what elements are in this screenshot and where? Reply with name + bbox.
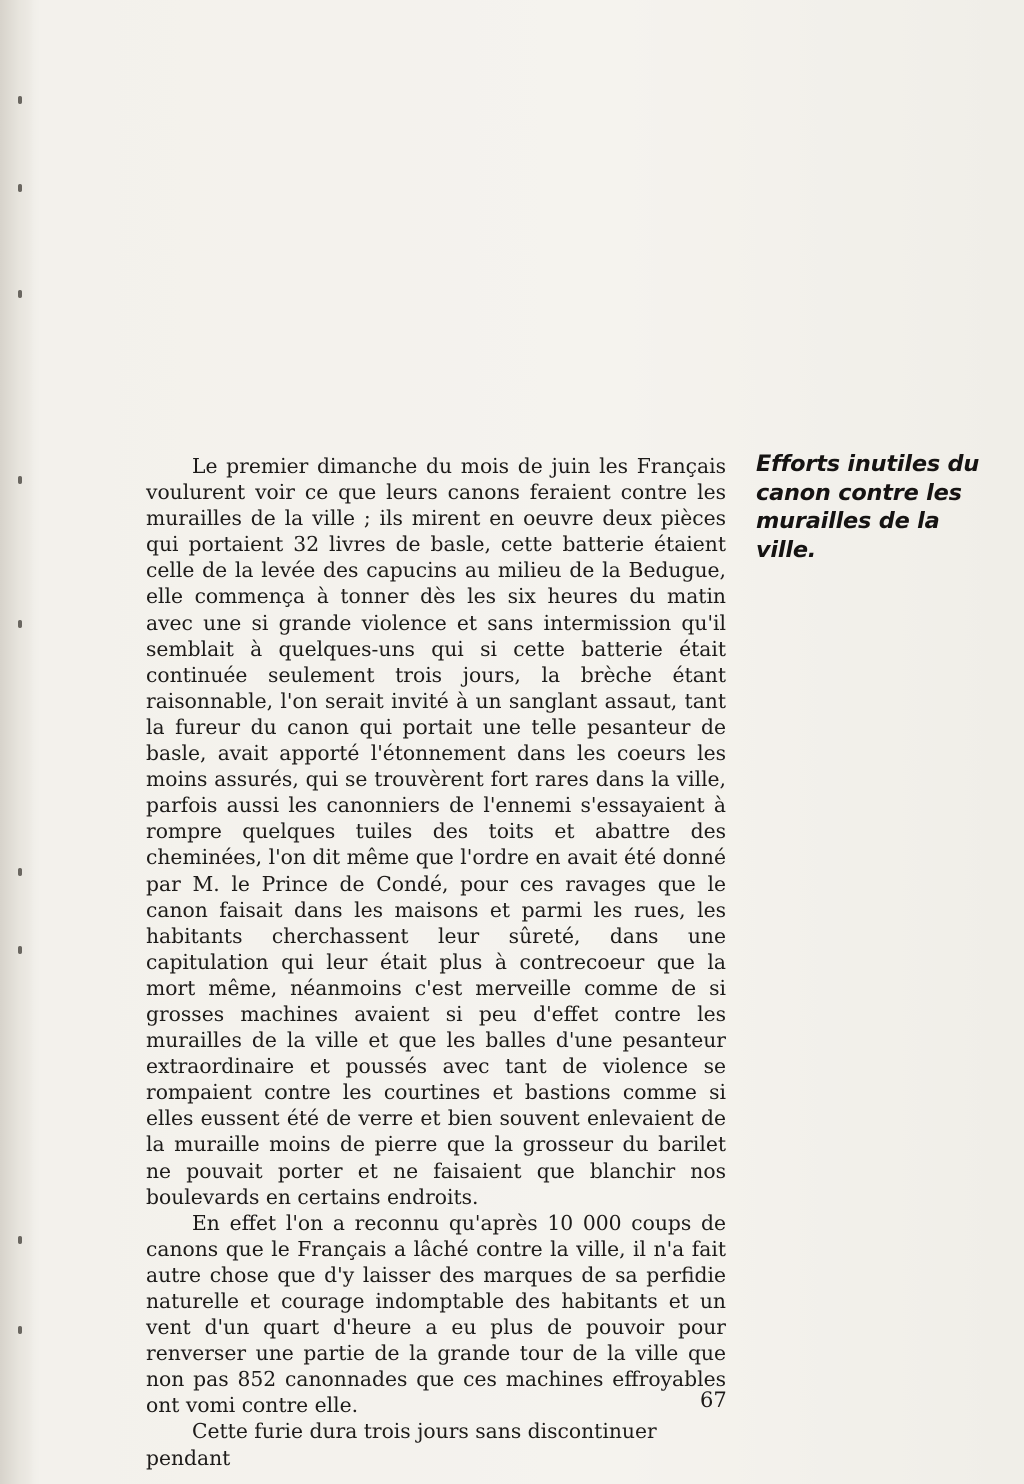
binding-mark [18,96,22,104]
body-paragraph: En effet l'on a reconnu qu'après 10 000 coups de canons que le Français a lâché contre la ville, il n'a fait autre chose que d'y laisser des marques de sa perfidie naturelle et courage indomptable des habitants et un vent d'un quart d'heure a eu plus de pouvoir pour renverser une partie de la grande tour de la ville que non pas 852 canonnades que ces machines effroyables ont vomi contre elle. [146,1210,726,1418]
binding-mark [18,868,22,876]
binding-mark [18,946,22,954]
binding-edge [0,0,34,1484]
binding-mark [18,476,22,484]
binding-mark [18,1236,22,1244]
main-text-column [146,453,726,1471]
margin-heading: Efforts inutiles du canon contre les murailles de la ville. [756,451,980,563]
binding-mark [18,620,22,628]
page-number: 67 [700,1388,727,1412]
binding-mark [18,184,22,192]
body-paragraph: Le premier dimanche du mois de juin les Français voulurent voir ce que leurs canons feraient contre les murailles de la ville ; ils mirent en oeuvre deux pièces qui portaient 32 livres de basle, cette batterie étaient celle de la levée des capucins au milieu de la Bedugue, elle commença à tonner dès les six heures du matin avec une si grande violence et sans intermission qu'il semblait à quelques-uns qui si cette batterie était continuée seulement trois jours, la brèche étant raisonnable, l'on serait invité à un sanglant assaut, tant la fureur du canon qui portait une telle pesanteur de basle, avait apporté l'étonnement dans les coeurs les moins assurés, qui se trouvèrent fort rares dans la ville, parfois aussi les canonniers de l'ennemi s'essayaient à rompre quelques tuiles des toits et abattre des cheminées, l'on dit même que l'ordre en avait été donné par M. le Prince de Condé, pour ces ravages que le canon faisait dans les maisons et parmi les rues, les habitants cherchassent leur sûreté, dans une capitulation qui leur était plus à contrecoeur que la mort même, néanmoins c'est merveille comme de si grosses machines avaient si peu d'effet contre les murailles de la ville et que les balles d'une pesanteur extraordinaire et poussés avec tant de violence se rompaient contre les courtines et bastions comme si elles eussent été de verre et bien souvent enlevaient de la muraille moins de pierre que la grosseur du barilet ne pouvait porter et ne faisaient que blanchir nos boulevards en certains endroits. [146,454,726,1209]
binding-mark [18,1326,22,1334]
body-paragraph: Cette furie dura trois jours sans discontinuer pendant [146,1419,657,1470]
binding-mark [18,290,22,298]
